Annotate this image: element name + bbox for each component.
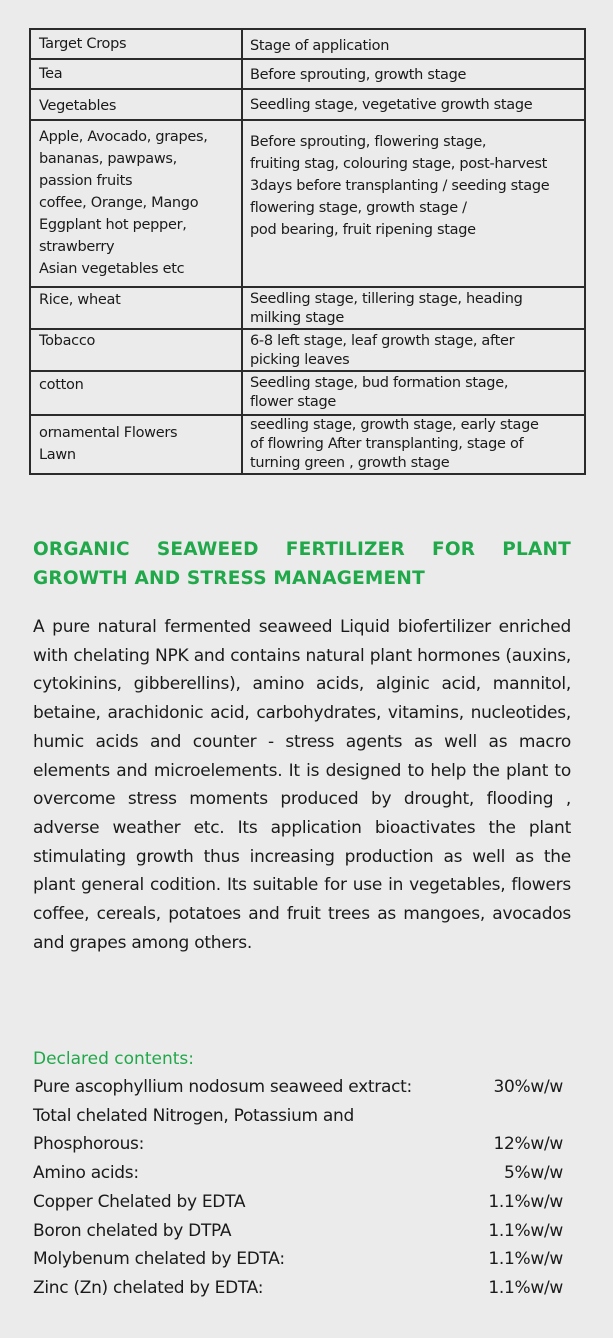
content-value: 1.1%w/w xyxy=(488,1277,563,1298)
content-row xyxy=(33,1073,563,1102)
content-name: Pure ascophyllium nodosum seaweed extract: xyxy=(33,1077,412,1097)
crop-cell: Apple, Avocado, grapes, bananas, pawpaws, passion fruits coffee, Orange, Mango Eggplant hot pepper, strawberry Asian vegetables etc xyxy=(30,120,242,287)
content-name: Zinc (Zn) chelated by EDTA: xyxy=(33,1277,264,1298)
content-value: 12%w/w xyxy=(493,1134,563,1155)
content-row xyxy=(33,1130,563,1159)
stage-cell: 6-8 left stage, leaf growth stage, after picking leaves xyxy=(242,329,585,371)
stage-cell: seedling stage, growth stage, early stage of flowring After transplanting, stage of turning green , growth stage xyxy=(242,415,585,474)
content-name: Amino acids: xyxy=(33,1163,139,1184)
content-value: 1.1%w/w xyxy=(488,1220,563,1241)
content-value: 30%w/w xyxy=(493,1077,563,1097)
header-target-crops: Target Crops xyxy=(30,29,242,59)
crop-cell: Tobacco xyxy=(30,329,242,371)
content-row xyxy=(33,1274,563,1303)
product-description: A pure natural fermented seaweed Liquid biofertilizer enriched with chelating NPK and contains natural plant hormones (auxins, cytokinins, gibberellins), amino acids, alginic acid, mannitol, betaine, arachidonic acid, carbohydrates, vitamins, nucleotides, humic acids and counter - stress agents as well as macro elements and microelements. It is designed to help the plant to overcome stress moments produced by drought, flooding , adverse weather etc. Its application bioactivates the plant stimulating growth thus increasing production as well as the plant general codition. Its suitable for use in vegetables, flowers coffee, cereals, potatoes and fruit trees as mangoes, avocados and grapes among others. xyxy=(33,617,571,953)
stage-cell: Seedling stage, vegetative growth stage xyxy=(242,89,585,120)
crop-cell: cotton xyxy=(30,371,242,415)
content-row xyxy=(33,1159,563,1188)
crop-cell: Rice, wheat xyxy=(30,287,242,329)
table-row xyxy=(30,59,585,89)
content-name: Phosphorous: xyxy=(33,1134,145,1155)
content-name: Boron chelated by DTPA xyxy=(33,1220,232,1241)
content-value: 1.1%w/w xyxy=(488,1249,563,1270)
content-value: 1.1%w/w xyxy=(488,1191,563,1212)
table-row xyxy=(30,371,585,415)
declared-contents-title: Declared contents: xyxy=(33,1049,194,1069)
content-name: Copper Chelated by EDTA xyxy=(33,1191,246,1212)
application-table xyxy=(29,28,586,475)
crop-cell: ornamental Flowers Lawn xyxy=(30,415,242,474)
content-row xyxy=(33,1217,563,1246)
stage-cell: Seedling stage, tillering stage, heading milking stage xyxy=(242,287,585,329)
table-row xyxy=(30,89,585,120)
table-row xyxy=(30,415,585,474)
stage-cell: Before sprouting, flowering stage, fruiting stag, colouring stage, post-harvest 3days before transplanting / seeding stage flowering stage, growth stage / pod bearing, fruit ripening stage xyxy=(242,120,585,287)
crop-cell: Tea xyxy=(30,59,242,89)
table-row xyxy=(30,120,585,287)
content-row xyxy=(33,1245,563,1274)
product-heading: ORGANIC SEAWEED FERTILIZER FOR PLANT GROWTH AND STRESS MANAGEMENT xyxy=(33,539,571,589)
declared-contents-list xyxy=(33,1073,563,1303)
content-row xyxy=(33,1188,563,1217)
table-header-row xyxy=(30,29,585,59)
crop-cell: Vegetables xyxy=(30,89,242,120)
content-name: Molybenum chelated by EDTA: xyxy=(33,1249,285,1270)
table-row xyxy=(30,287,585,329)
stage-cell: Before sprouting, growth stage xyxy=(242,59,585,89)
table-row xyxy=(30,329,585,371)
stage-cell: Seedling stage, bud formation stage, flower stage xyxy=(242,371,585,415)
content-name-continued: Total chelated Nitrogen, Potassium and xyxy=(33,1105,354,1126)
header-stage: Stage of application xyxy=(242,29,585,59)
content-value: 5%w/w xyxy=(503,1163,563,1184)
